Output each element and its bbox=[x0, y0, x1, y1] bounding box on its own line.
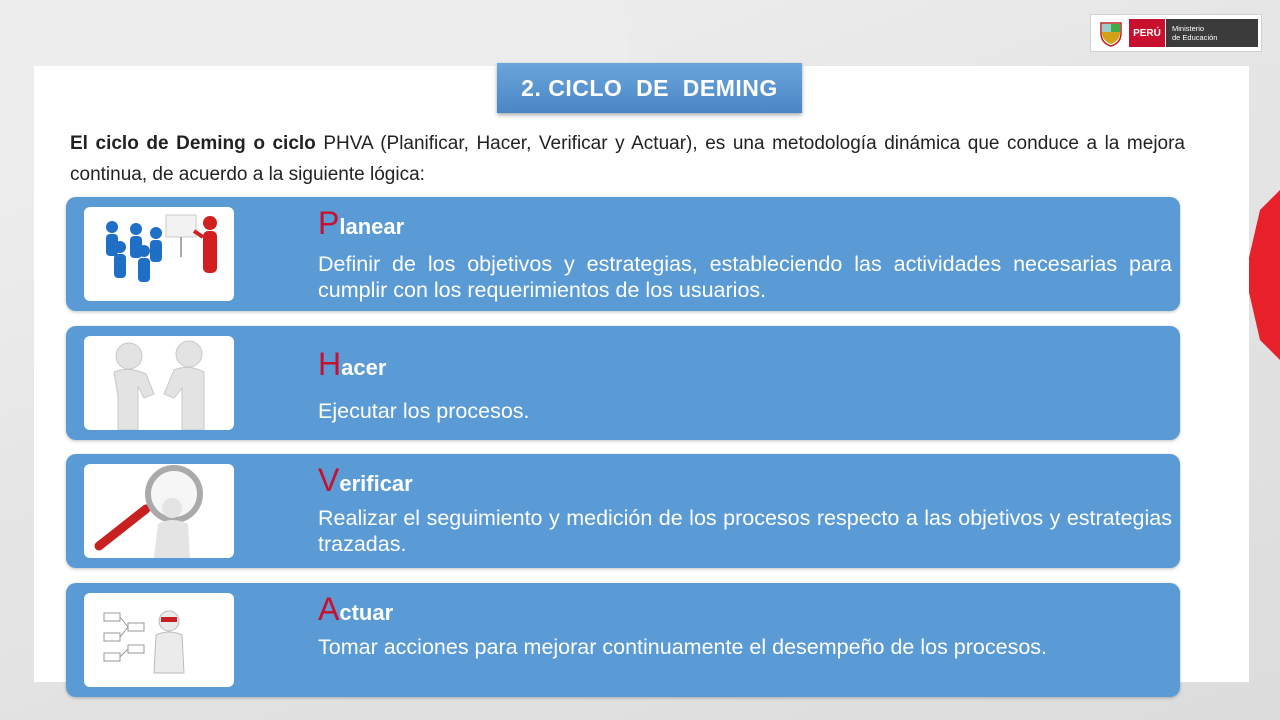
handshake-image bbox=[84, 336, 234, 430]
logo-ministry-line1: Ministerio bbox=[1172, 24, 1205, 33]
phase-rest-hacer: acer bbox=[341, 355, 387, 380]
intro-bold: El ciclo de Deming o ciclo bbox=[70, 133, 316, 154]
phase-initial-p: P bbox=[318, 205, 340, 241]
ministry-logo bbox=[1090, 14, 1262, 52]
phase-rest-planear: lanear bbox=[339, 214, 405, 239]
intro-rest: PHVA (Planificar, Hacer, Verificar y Actuar), es una metodología dinámica que conduce a la mejora continua, de acuerdo a la siguiente lógica: bbox=[70, 133, 1185, 185]
phase-initial-h: H bbox=[318, 346, 342, 382]
flowchart-image bbox=[84, 593, 234, 687]
logo-country: PERÚ bbox=[1129, 19, 1165, 47]
phase-hacer bbox=[66, 326, 1180, 440]
phase-title-verificar bbox=[318, 462, 413, 499]
phase-planear bbox=[66, 197, 1180, 311]
phase-initial-a: A bbox=[318, 591, 340, 627]
logo-ministry bbox=[1166, 19, 1258, 47]
phase-desc-actuar: Tomar acciones para mejorar continuamente el desempeño de los procesos. bbox=[318, 635, 1048, 659]
logo-ministry-line2: de Educación bbox=[1172, 33, 1218, 42]
phase-title-actuar bbox=[318, 591, 393, 628]
phase-desc-verificar: Realizar el seguimiento y medición de los procesos respecto a las objetivos y estrategias trazadas. bbox=[318, 506, 1172, 556]
phase-verificar bbox=[66, 454, 1180, 568]
intro-paragraph bbox=[70, 128, 1185, 190]
magnifier-image bbox=[84, 464, 234, 558]
phase-rest-verificar: erificar bbox=[339, 471, 413, 496]
phase-desc-hacer: Ejecutar los procesos. bbox=[318, 399, 530, 423]
phase-actuar bbox=[66, 583, 1180, 697]
team-presentation-image bbox=[84, 207, 234, 301]
phase-initial-v: V bbox=[318, 462, 340, 498]
coat-of-arms-icon bbox=[1097, 19, 1125, 47]
phase-rest-actuar: ctuar bbox=[339, 600, 394, 625]
section-title: 2. CICLO DE DEMING bbox=[497, 63, 802, 113]
phase-title-planear bbox=[318, 205, 404, 242]
phase-desc-planear: Definir de los objetivos y estrategias, estableciendo las actividades necesarias para cumplir con los requerimientos de los usuarios. bbox=[318, 252, 1172, 302]
phase-title-hacer bbox=[318, 346, 386, 383]
